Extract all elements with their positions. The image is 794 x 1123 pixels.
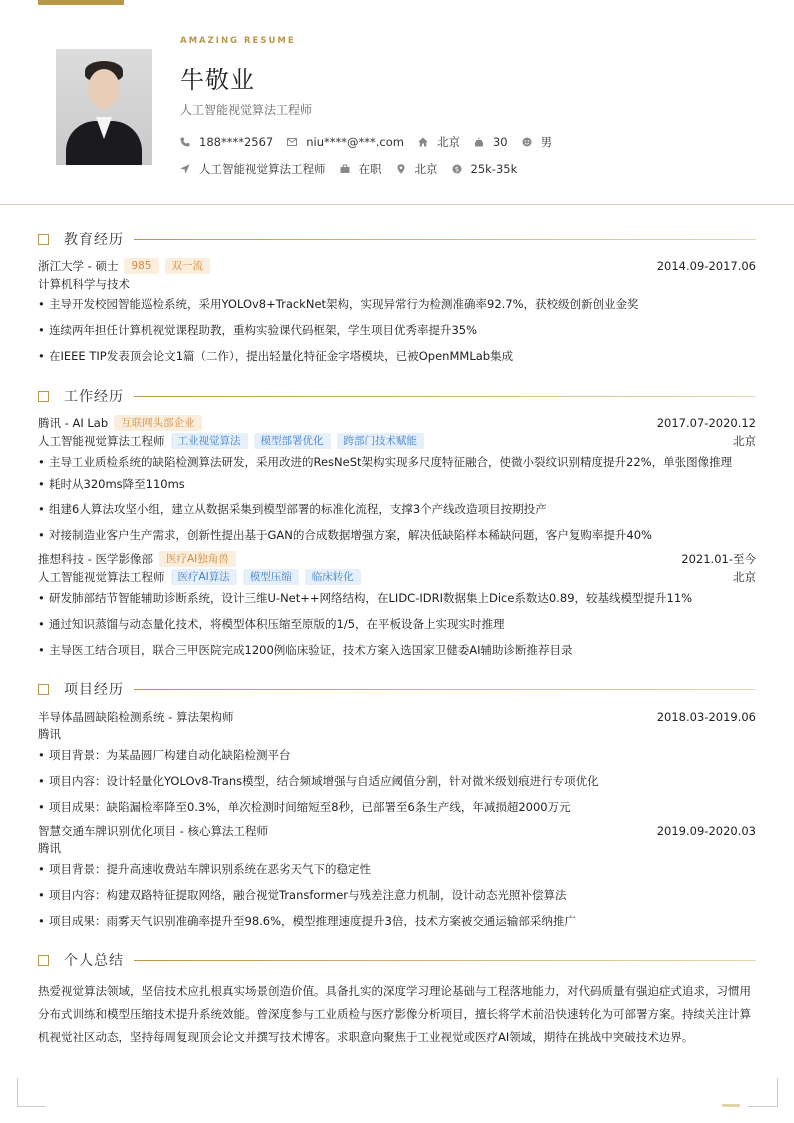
project-org-row bbox=[38, 840, 756, 856]
phone-info: 188****2567 bbox=[180, 135, 273, 149]
summary-text: 热爱视觉算法领域，坚信技术应扎根真实场景创造价值。具备扎实的深度学习理论基础与工程落地能力，对代码质量有强迫症式追求，习惯用分布式训练和模型压缩技术提升系统效能。曾深度参与工业质检与医疗影像分析项目，擅长将学术前沿快速转化为可部署方案。持续关注计算机视觉社区动态，坚持每周复现顶会论文并撰写技术博客。求职意向聚焦于工业视觉或医疗AI领域，期待在挑战中突破技术边界。 bbox=[38, 984, 751, 1044]
project-bullet: • 项目背景：提升高速收费站车牌识别系统在恶劣天气下的稳定性 bbox=[38, 858, 756, 880]
job-bullet: • 研发肺部结节智能辅助诊断系统，设计三维U-Net++网络结构，在LIDC-IDRI数据集上Dice系数达0.89，较基线模型提升11% bbox=[38, 587, 756, 609]
company-name: 推想科技 - 医学影像部 bbox=[38, 552, 153, 566]
job-role: 人工智能视觉算法工程师 bbox=[38, 570, 165, 584]
school-tag: 双一流 bbox=[165, 258, 211, 274]
header-divider bbox=[0, 204, 794, 205]
job-city: 北京 bbox=[733, 434, 756, 448]
company-tag: 互联网头部企业 bbox=[114, 415, 202, 431]
job-company-row bbox=[38, 551, 756, 567]
project-bullet: • 项目内容：构建双路特征提取网络，融合视觉Transformer与残差注意力机制，设计动态光照补偿算法 bbox=[38, 884, 756, 906]
job-intent-row bbox=[180, 161, 531, 177]
bottom-accent-mark bbox=[722, 1104, 740, 1107]
major-name: 计算机科学与技术 bbox=[38, 277, 130, 291]
role-tag: 模型部署优化 bbox=[254, 433, 331, 449]
job-date: 2021.01-至今 bbox=[681, 552, 756, 566]
job-date: 2017.07-2020.12 bbox=[656, 416, 756, 430]
svg-text:$: $ bbox=[454, 165, 459, 174]
top-accent-bar bbox=[38, 0, 124, 5]
contact-info-row bbox=[180, 134, 566, 150]
project-bullet: • 项目成果：雨雾天气识别准确率提升至98.6%，模型推理速度提升3倍，技术方案被交通运输部采纳推广 bbox=[38, 910, 756, 932]
home-icon bbox=[418, 137, 428, 147]
section-line bbox=[134, 239, 756, 240]
project-bullet: • 项目成果：缺陷漏检率降至0.3%，单次检测时间缩短至8秒，已部署至6条生产线，年减损超2000万元 bbox=[38, 796, 756, 818]
section-line bbox=[134, 689, 756, 690]
briefcase-icon bbox=[340, 164, 350, 174]
role-tag: 跨部门技术赋能 bbox=[337, 433, 425, 449]
job-role-row bbox=[38, 433, 756, 449]
section-work: 工作经历 bbox=[38, 387, 756, 405]
money-icon bbox=[452, 164, 462, 174]
location-icon bbox=[396, 164, 406, 174]
target-city-info: 北京 bbox=[396, 161, 438, 177]
company-name: 腾讯 - AI Lab bbox=[38, 416, 109, 430]
send-icon bbox=[180, 164, 190, 174]
email-info: niu****@***.com bbox=[287, 135, 404, 149]
education-bullet: • 连续两年担任计算机视觉课程助教，重构实验课代码框架，学生项目优秀率提升35% bbox=[38, 319, 756, 341]
role-tag: 模型压缩 bbox=[243, 569, 299, 585]
resume-tagline: AMAZING RESUME bbox=[180, 36, 296, 46]
age-info: 30 bbox=[474, 135, 508, 149]
job-bullet: • 主导工业质检系统的缺陷检测算法研发，采用改进的ResNeSt架构实现多尺度特征融合，使微小裂纹识别精度提升22%，单张图像推理 bbox=[38, 451, 756, 473]
project-name-row bbox=[38, 709, 756, 725]
education-date: 2014.09-2017.06 bbox=[656, 259, 756, 273]
project-name: 半导体晶圆缺陷检测系统 - 算法架构师 bbox=[38, 710, 234, 724]
target-position-info: 人工智能视觉算法工程师 bbox=[180, 161, 326, 177]
project-org: 腾讯 bbox=[38, 727, 61, 741]
school-tag: 985 bbox=[124, 258, 158, 274]
project-name: 智慧交通车牌识别优化项目 - 核心算法工程师 bbox=[38, 824, 268, 838]
cake-icon bbox=[474, 137, 484, 147]
candidate-name: 牛敬业 bbox=[180, 66, 255, 94]
project-name-row bbox=[38, 823, 756, 839]
section-line bbox=[134, 396, 756, 397]
section-square-icon bbox=[38, 234, 49, 245]
job-bullet: • 通过知识蒸馏与动态量化技术，将模型体积压缩至原版的1/5，在平板设备上实现实时推理 bbox=[38, 613, 756, 635]
job-city: 北京 bbox=[733, 570, 756, 584]
section-summary: 个人总结 bbox=[38, 951, 756, 969]
education-school-row bbox=[38, 258, 756, 274]
education-major-row bbox=[38, 276, 756, 292]
role-tag: 工业视觉算法 bbox=[171, 433, 248, 449]
project-org-row bbox=[38, 726, 756, 742]
education-bullet: • 主导开发校园智能巡检系统，采用YOLOv8+TrackNet架构，实现异常行为检测准确率92.7%，获校级创新创业金奖 bbox=[38, 293, 756, 315]
project-bullet: • 项目内容：设计轻量化YOLOv8-Trans模型，结合频域增强与自适应阈值分割，针对微米级划痕进行专项优化 bbox=[38, 770, 756, 792]
phone-icon bbox=[180, 137, 190, 147]
hometown-info: 北京 bbox=[418, 134, 460, 150]
section-square-icon bbox=[38, 391, 49, 402]
project-org: 腾讯 bbox=[38, 841, 61, 855]
section-projects: 项目经历 bbox=[38, 680, 756, 698]
school-name: 浙江大学 - 硕士 bbox=[38, 259, 119, 273]
role-tag: 医疗AI算法 bbox=[171, 569, 237, 585]
job-bullet: • 组建6人算法攻坚小组，建立从数据采集到模型部署的标准化流程，支撑3个产线改造项目按期投产 bbox=[38, 498, 756, 520]
employment-status-info: 在职 bbox=[340, 161, 382, 177]
section-square-icon bbox=[38, 684, 49, 695]
job-bullet: • 对接制造业客户生产需求，创新性提出基于GAN的合成数据增强方案，解决低缺陷样本稀缺问题，客户复购率提升40% bbox=[38, 524, 756, 546]
gender-icon bbox=[522, 137, 532, 147]
mail-icon bbox=[287, 137, 297, 147]
section-education: 教育经历 bbox=[38, 230, 756, 248]
salary-info: $ 25k-35k bbox=[452, 162, 518, 176]
project-date: 2018.03-2019.06 bbox=[656, 710, 756, 724]
role-tag: 临床转化 bbox=[305, 569, 361, 585]
corner-decoration-right bbox=[748, 1078, 778, 1107]
job-company-row bbox=[38, 415, 756, 431]
corner-decoration-left bbox=[17, 1078, 46, 1107]
education-bullet: • 在IEEE TIP发表顶会论文1篇（二作），提出轻量化特征金字塔模块，已被OpenMMLab集成 bbox=[38, 345, 756, 367]
job-bullet-continuation: • 耗时从320ms降至110ms bbox=[38, 473, 756, 495]
section-square-icon bbox=[38, 955, 49, 966]
job-role: 人工智能视觉算法工程师 bbox=[38, 434, 165, 448]
candidate-title: 人工智能视觉算法工程师 bbox=[180, 103, 313, 117]
job-bullet: • 主导医工结合项目，联合三甲医院完成1200例临床验证，技术方案入选国家卫健委AI辅助诊断推荐目录 bbox=[38, 639, 756, 661]
job-role-row bbox=[38, 569, 756, 585]
section-line bbox=[134, 960, 756, 961]
project-date: 2019.09-2020.03 bbox=[656, 824, 756, 838]
project-bullet: • 项目背景：为某晶圆厂构建自动化缺陷检测平台 bbox=[38, 744, 756, 766]
gender-info: 男 bbox=[522, 134, 553, 150]
company-tag: 医疗AI独角兽 bbox=[159, 551, 236, 567]
profile-photo bbox=[56, 49, 152, 165]
